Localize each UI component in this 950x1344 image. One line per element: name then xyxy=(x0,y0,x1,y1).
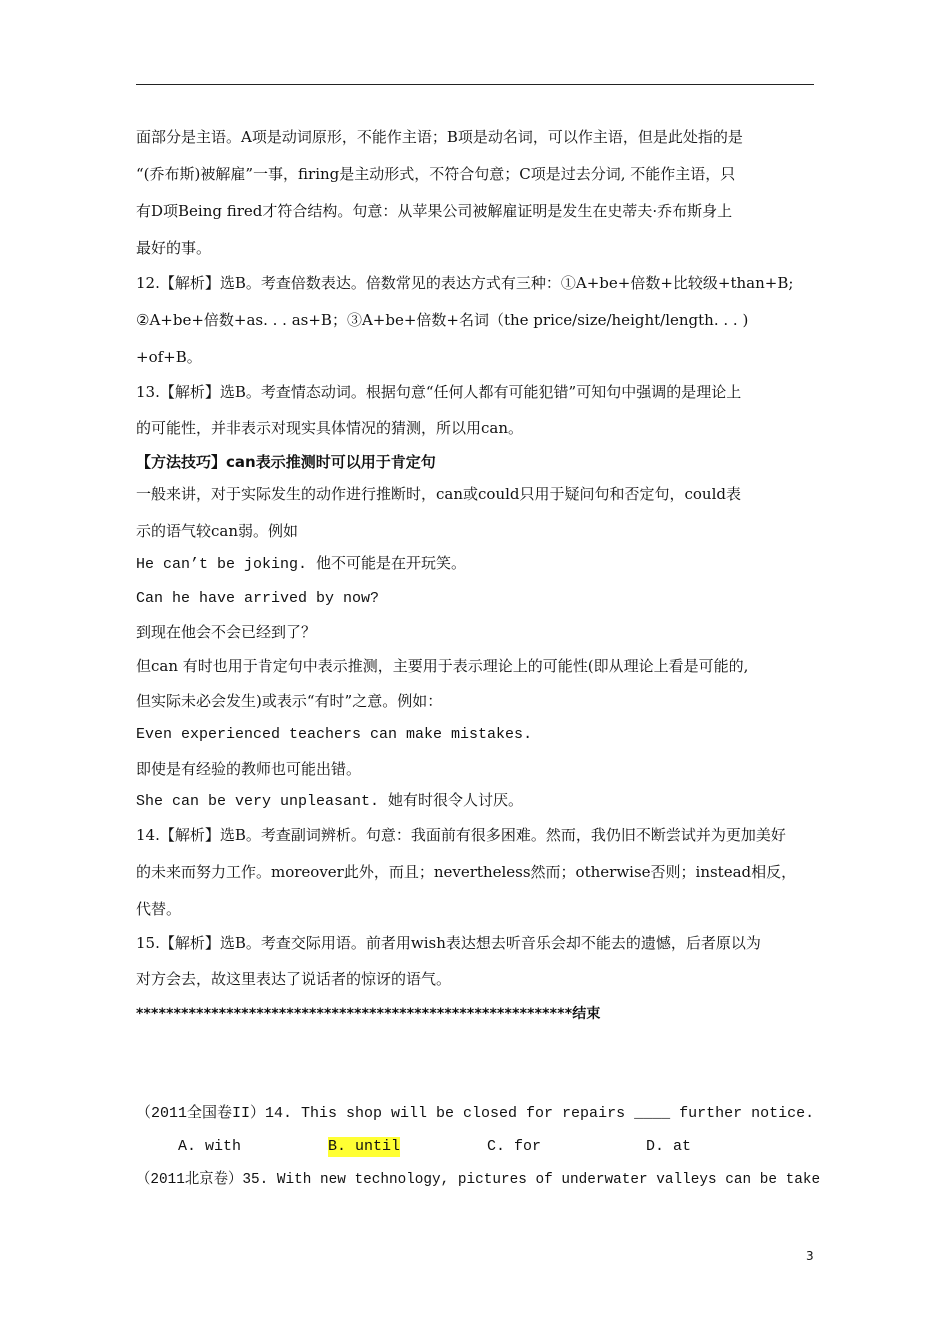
example-translation: 即使是有经验的教师也可能出错。 xyxy=(136,760,362,778)
question-14-option-c: C. for xyxy=(487,1138,542,1155)
paragraph-line: 面部分是主语。A项是动词原形，不能作主语；B项是动名词，可以作主语，但是此处指的是 xyxy=(136,128,743,146)
example-sentence: Can he have arrived by now? xyxy=(136,590,380,607)
paragraph-line: 最好的事。 xyxy=(136,239,212,257)
paragraph-line: “(乔布斯)被解雇”一事，firing是主动形式，不符合句意；C项是过去分词, 不能作主语，只 xyxy=(136,165,736,183)
example-sentence: She can be very unpleasant. 她有时很令人讨厌。 xyxy=(136,793,524,810)
example-translation: 到现在他会不会已经到了？ xyxy=(136,623,317,641)
question-14-option-d: D. at xyxy=(646,1138,692,1155)
answer-13-line: 13.【解析】选B。考查情态动词。根据句意“任何人都有可能犯错”可知句中强调的是理论上 xyxy=(136,383,742,401)
answer-14-line: 的未来而努力工作。moreover此外，而且；nevertheless然而；otherwise否则；instead相反， xyxy=(136,863,797,881)
question-14-option-a: A. with xyxy=(178,1138,242,1155)
answer-15-line: 15.【解析】选B。考查交际用语。前者用wish表达想去听音乐会却不能去的遗憾，后者原以为 xyxy=(136,934,761,952)
question-35-stem: （2011北京卷）35. With new technology, pictures of underwater valleys can be take xyxy=(136,1171,821,1188)
page-number: 3 xyxy=(806,1249,814,1263)
header-rule xyxy=(136,84,814,85)
answer-12-line: ②A+be+倍数+as. . . as+B；③A+be+倍数+名词（the price/size/height/length. . . ) xyxy=(136,311,749,329)
method-tip-heading: 【方法技巧】can表示推测时可以用于肯定句 xyxy=(136,453,436,471)
end-marker: **********************************************************结束 xyxy=(136,1006,601,1022)
answer-12-line: 12.【解析】选B。考查倍数表达。倍数常见的表达方式有三种：①A+be+倍数+比较级+than+B; xyxy=(136,274,794,292)
example-sentence: He can’t be joking. 他不可能是在开玩笑。 xyxy=(136,556,467,573)
method-tip-line: 但can 有时也用于肯定句中表示推测，主要用于表示理论上的可能性(即从理论上看是可能的, xyxy=(136,657,749,675)
paragraph-line: 有D项Being fired才符合结构。句意：从苹果公司被解雇证明是发生在史蒂夫·乔布斯身上 xyxy=(136,202,733,220)
question-14-option-b: B. until xyxy=(328,1138,401,1155)
method-tip-line: 示的语气较can弱。例如 xyxy=(136,522,299,540)
method-tip-line: 一般来讲，对于实际发生的动作进行推断时，can或could只用于疑问句和否定句，could表 xyxy=(136,485,741,503)
answer-12-line: +of+B。 xyxy=(136,348,202,366)
answer-14-line: 14.【解析】选B。考查副词辨析。句意：我面前有很多困难。然而，我仍旧不断尝试并为更加美好 xyxy=(136,826,786,844)
answer-14-line: 代替。 xyxy=(136,900,182,918)
answer-13-line: 的可能性，并非表示对现实具体情况的猜测，所以用can。 xyxy=(136,419,524,437)
question-14-stem: （2011全国卷II）14. This shop will be closed for repairs ____ further notice. xyxy=(136,1105,815,1122)
answer-15-line: 对方会去，故这里表达了说话者的惊讶的语气。 xyxy=(136,970,452,988)
example-sentence: Even experienced teachers can make mistakes. xyxy=(136,726,533,743)
method-tip-line: 但实际未必会发生)或表示“有时”之意。例如： xyxy=(136,692,443,710)
